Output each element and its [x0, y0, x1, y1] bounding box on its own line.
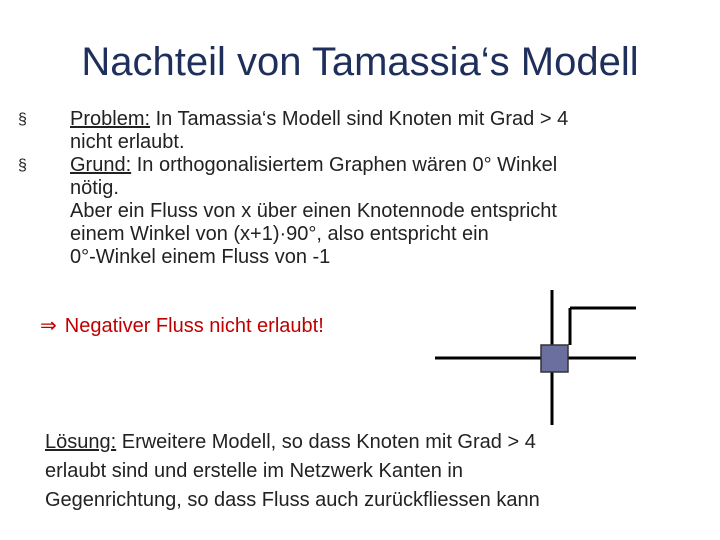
problem-line: In Tamassia‘s Modell sind Knoten mit Grad > 4 [150, 108, 569, 130]
grund-line: nötig. [70, 177, 119, 199]
solution-paragraph [45, 428, 685, 515]
grund-line: einem Winkel von (x+1)·90°, also entspricht ein [70, 223, 489, 245]
grund-line: 0°-Winkel einem Fluss von -1 [70, 246, 331, 268]
grund-label: Grund: [70, 154, 132, 176]
solution-line: Gegenrichtung, so dass Fluss auch zurückfliessen kann [45, 489, 540, 511]
solution-line: erlaubt sind und erstelle im Netzwerk Kanten in [45, 460, 463, 482]
bullet-marker: § [18, 157, 27, 174]
solution-line: Erweitere Modell, so dass Knoten mit Grad > 4 [116, 431, 536, 453]
problem-label: Problem: [70, 108, 151, 130]
bullet-marker: § [18, 111, 27, 128]
consequence-text: Negativer Fluss nicht erlaubt! [64, 315, 324, 337]
grund-line: In orthogonalisiertem Graphen wären 0° Winkel [131, 154, 558, 176]
problem-line: nicht erlaubt. [70, 131, 185, 153]
graph-node [541, 345, 568, 372]
grund-line: Aber ein Fluss von x über einen Knotennode entspricht [70, 200, 557, 222]
implies-arrow-icon: ⇒ [40, 313, 57, 337]
solution-label: Lösung: [45, 431, 117, 453]
slide-title: Nachteil von Tamassia‘s Modell [81, 40, 639, 84]
